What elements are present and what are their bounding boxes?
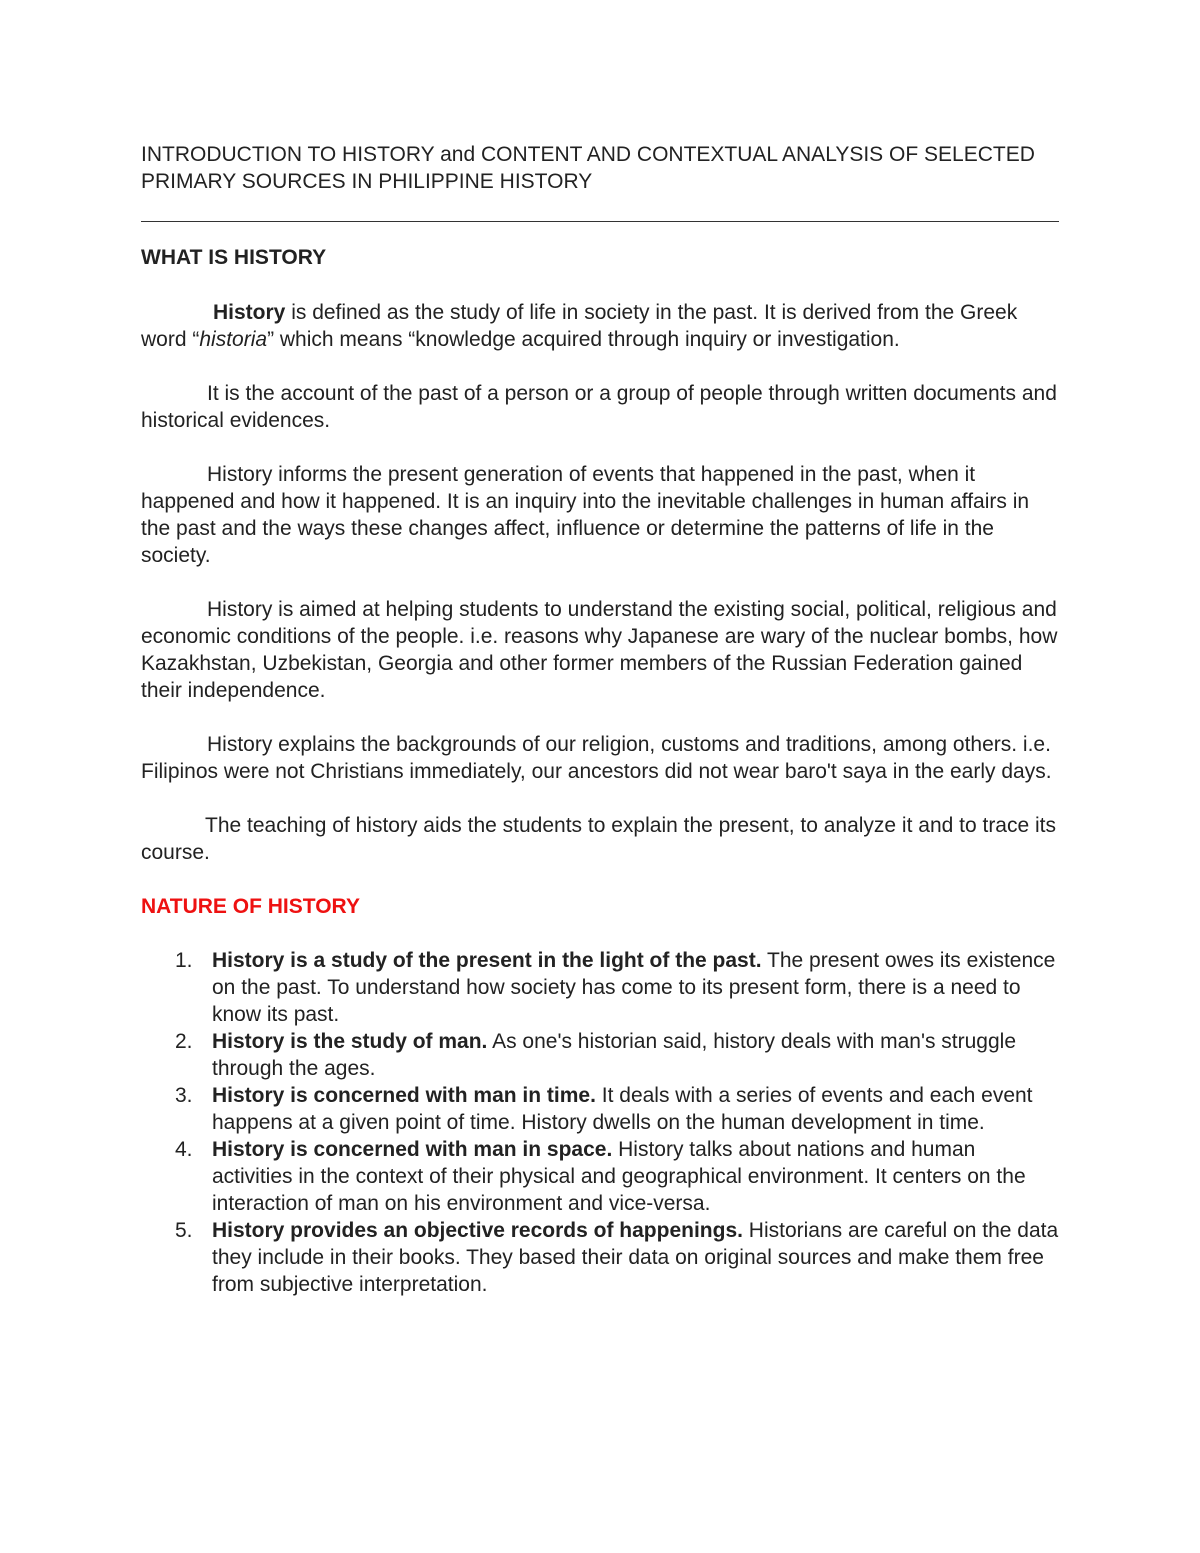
definition-text-b: ” which means “knowledge acquired through inquiry or investigation. [267, 328, 900, 351]
paragraph-explains: History explains the backgrounds of our religion, customs and traditions, among others. i.e. Filipinos were not Christians immediately, our ancestors did not wear baro't saya in the early days. [141, 733, 1052, 783]
list-item-number: 2. [175, 1030, 193, 1053]
list-item-title: History provides an objective records of happenings. [212, 1219, 743, 1242]
term-history: History [213, 301, 286, 324]
list-item-title: History is concerned with man in time. [212, 1084, 596, 1107]
list-item [141, 1136, 1059, 1217]
list-item-text: As one's historian said, history deals with man's struggle through the ages. [212, 1030, 1016, 1080]
list-item [141, 947, 1059, 1028]
list-item-title: History is a study of the present in the light of the past. [212, 949, 762, 972]
list-item-number: 5. [175, 1219, 193, 1242]
list-item-number: 4. [175, 1138, 193, 1161]
section-heading-what-is-history: WHAT IS HISTORY [141, 246, 327, 269]
list-item-number: 3. [175, 1084, 193, 1107]
list-item [141, 1217, 1059, 1298]
term-historia: historia [199, 328, 268, 351]
section-heading-nature-of-history: NATURE OF HISTORY [141, 895, 360, 918]
list-item [141, 1028, 1059, 1082]
list-item-text: History talks about nations and human activities in the context of their physical and geographical environment. It centers on the interaction of man on his environment and vice-versa. [212, 1138, 1026, 1215]
list-item-text: The present owes its existence on the past. To understand how society has come to its present form, there is a need to know its past. [212, 949, 1056, 1026]
list-item-title: History is concerned with man in space. [212, 1138, 613, 1161]
list-item [141, 1082, 1059, 1136]
list-item-text: It deals with a series of events and each event happens at a given point of time. History dwells on the human development in time. [212, 1084, 1033, 1134]
list-item-number: 1. [175, 949, 193, 972]
paragraph-informs: History informs the present generation of events that happened in the past, when it happened and how it happened. It is an inquiry into the inevitable challenges in human affairs in the past and the ways these changes affect, influence or determine the patterns of life in the society. [141, 463, 1030, 567]
document-page [141, 141, 1059, 1298]
list-item-title: History is the study of man. [212, 1030, 488, 1053]
paragraph-teaching: The teaching of history aids the students to explain the present, to analyze it and to trace its course. [141, 814, 1057, 864]
paragraph-account: It is the account of the past of a person or a group of people through written documents and historical evidences. [141, 382, 1057, 432]
definition-text-a: is defined as the study of life in society in the past. It is derived from the Greek word “ [141, 301, 1018, 351]
paragraph-aimed: History is aimed at helping students to understand the existing social, political, religious and economic conditions of the people. i.e. reasons why Japanese are wary of the nuclear bombs, how Kazakhstan, Uzbekistan, Georgia and other former members of the Russian Federation gained their independence. [141, 598, 1058, 702]
document-title: INTRODUCTION TO HISTORY and CONTENT AND CONTEXTUAL ANALYSIS OF SELECTED PRIMARY SOURCES IN PHILIPPINE HISTORY [141, 143, 1035, 193]
nature-of-history-list [141, 947, 1059, 1298]
paragraph-definition [141, 299, 1059, 353]
list-item-text: Historians are careful on the data they include in their books. They based their data on original sources and make them free from subjective interpretation. [212, 1219, 1059, 1296]
title-divider [141, 221, 1059, 222]
